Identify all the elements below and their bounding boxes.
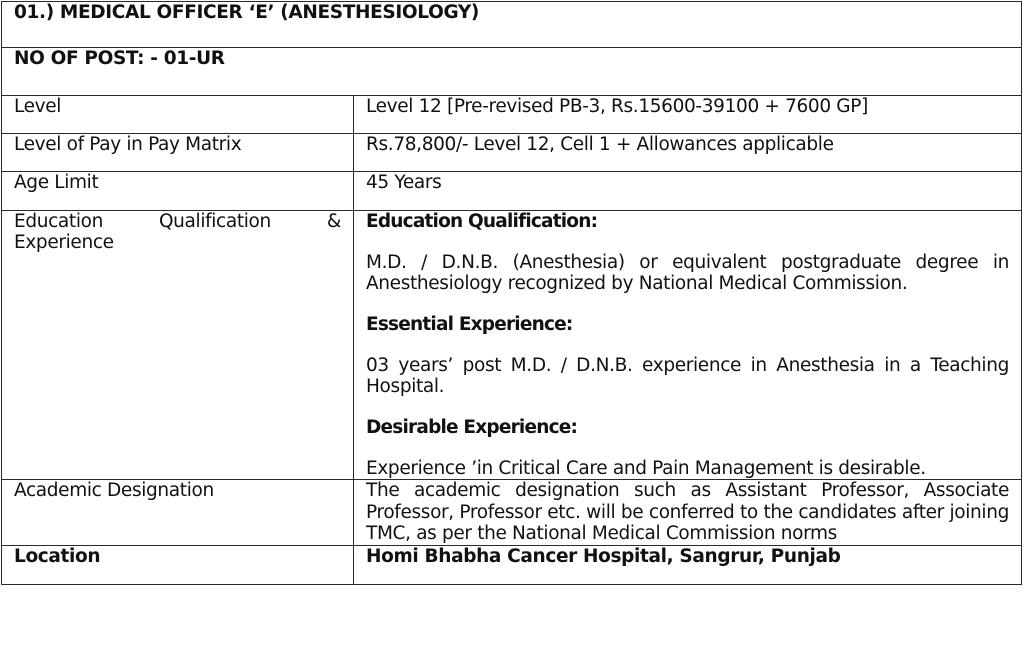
table-row xyxy=(2,172,1022,211)
row-value: Rs.78,800/- Level 12, Cell 1 + Allowances applicable xyxy=(354,134,1022,172)
row-label: Age Limit xyxy=(2,172,354,211)
education-row xyxy=(2,211,1022,480)
row-value: 45 Years xyxy=(354,172,1022,211)
row-label: Level xyxy=(2,96,354,134)
label-word: Qualification xyxy=(158,211,271,232)
number-of-posts: NO OF POST: - 01-UR xyxy=(2,48,1022,96)
row-value: Level 12 [Pre-revised PB-3, Rs.15600-39100 + 7600 GP] xyxy=(354,96,1022,134)
row-value xyxy=(354,480,1022,546)
education-details xyxy=(354,211,1022,480)
education-label-line xyxy=(14,211,341,232)
post-title: 01.) MEDICAL OFFICER ‘E’ (ANESTHESIOLOGY) xyxy=(2,2,1022,48)
essential-experience-heading: Essential Experience: xyxy=(366,314,573,335)
desirable-experience-text: Experience ’in Critical Care and Pain Management is desirable. xyxy=(366,458,926,479)
essential-experience-text: 03 years’ post M.D. / D.N.B. experience in Anesthesia in a Teaching Hospital. xyxy=(366,355,1009,397)
desirable-experience-heading: Desirable Experience: xyxy=(366,417,578,438)
label-word: Education xyxy=(14,211,103,232)
row-label: Level of Pay in Pay Matrix xyxy=(2,134,354,172)
row-label: Academic Designation xyxy=(2,480,354,546)
academic-designation-text: The academic designation such as Assistant Professor, Associate Professor, Professor etc. will be conferred to the candidates after joining TMC, as per the National Medical Commission norms xyxy=(366,480,1009,544)
table-row xyxy=(2,96,1022,134)
location-label: Location xyxy=(2,545,354,584)
location-value: Homi Bhabha Cancer Hospital, Sangrur, Punjab xyxy=(354,545,1022,584)
table-row xyxy=(2,134,1022,172)
post-details-table xyxy=(1,1,1022,585)
qualification-text: M.D. / D.N.B. (Anesthesia) or equivalent postgraduate degree in Anesthesiology recognized by National Medical Commission. xyxy=(366,252,1009,294)
label-word: & xyxy=(326,211,341,232)
title-row xyxy=(2,2,1022,48)
education-label xyxy=(2,211,354,480)
academic-row xyxy=(2,480,1022,546)
location-row xyxy=(2,545,1022,584)
qualification-heading: Education Qualification: xyxy=(366,211,598,232)
education-label-line: Experience xyxy=(14,232,114,253)
posts-row xyxy=(2,48,1022,96)
